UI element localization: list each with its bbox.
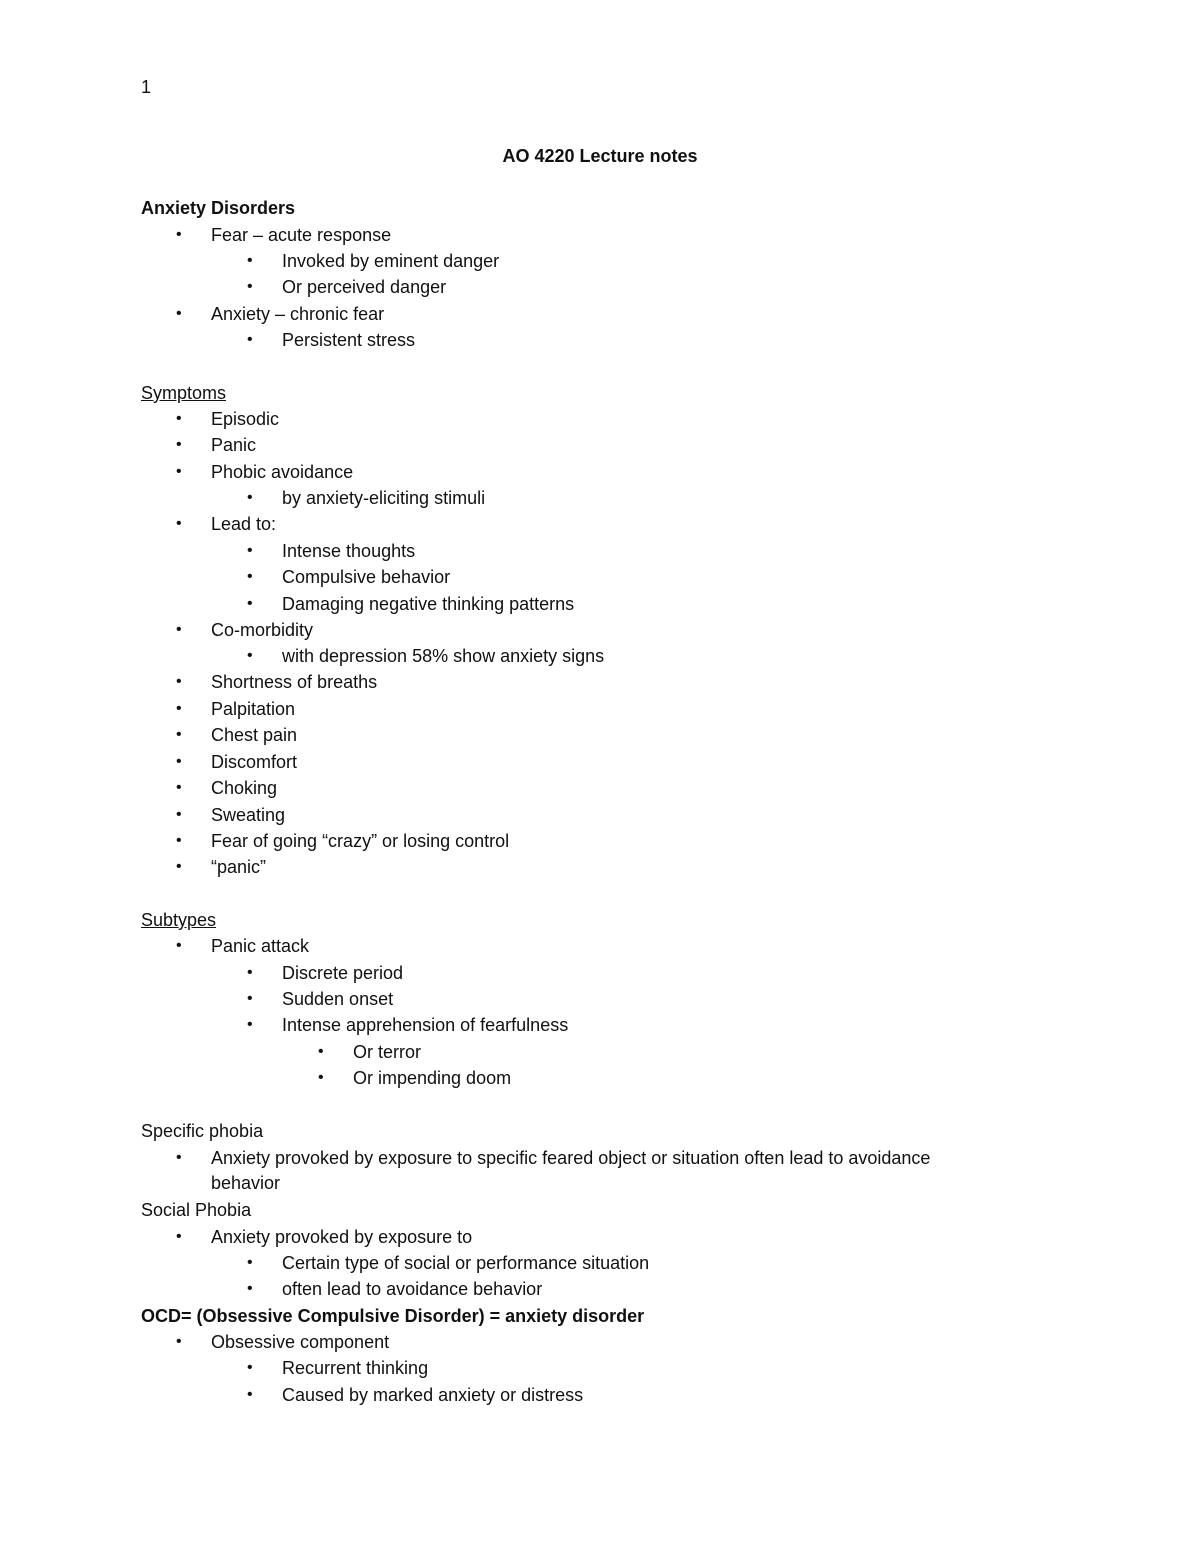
section-heading-symptoms: Symptoms	[141, 383, 227, 403]
section-heading-ocd: OCD= (Obsessive Compulsive Disorder) = anxiety disorder	[141, 1306, 645, 1326]
bullet: •	[247, 252, 253, 269]
bullet: •	[176, 937, 182, 954]
bullet: •	[247, 647, 253, 664]
bullet: •	[247, 1359, 253, 1376]
list-item: Fear – acute response	[211, 225, 392, 245]
list-item: with depression 58% show anxiety signs	[282, 646, 605, 666]
list-item: Damaging negative thinking patterns	[282, 594, 575, 614]
bullet: •	[247, 1254, 253, 1271]
list-item: Chest pain	[211, 725, 298, 745]
list-item: by anxiety-eliciting stimuli	[282, 488, 486, 508]
list-item: Phobic avoidance	[211, 462, 354, 482]
bullet: •	[247, 568, 253, 585]
bullet: •	[176, 1333, 182, 1350]
list-item: Compulsive behavior	[282, 567, 451, 587]
bullet: •	[176, 832, 182, 849]
list-item: Anxiety – chronic fear	[211, 304, 385, 324]
bullet: •	[176, 753, 182, 770]
list-item: Panic attack	[211, 936, 310, 956]
bullet: •	[176, 515, 182, 532]
bullet: •	[176, 621, 182, 638]
list-item: Lead to:	[211, 514, 277, 534]
bullet: •	[247, 990, 253, 1007]
list-item: Anxiety provoked by exposure to	[211, 1227, 473, 1247]
bullet: •	[247, 1016, 253, 1033]
bullet: •	[176, 726, 182, 743]
bullet: •	[247, 489, 253, 506]
list-item: Shortness of breaths	[211, 672, 378, 692]
bullet: •	[247, 964, 253, 981]
list-item: Fear of going “crazy” or losing control	[211, 831, 510, 851]
list-item: Sudden onset	[282, 989, 394, 1009]
list-item: Invoked by eminent danger	[282, 251, 500, 271]
list-item: Discrete period	[282, 963, 404, 983]
list-item: Or perceived danger	[282, 277, 447, 297]
section-heading-subtypes: Subtypes	[141, 910, 217, 930]
bullet: •	[247, 542, 253, 559]
list-item: Caused by marked anxiety or distress	[282, 1385, 584, 1405]
bullet: •	[247, 331, 253, 348]
bullet: •	[247, 278, 253, 295]
list-item: Discomfort	[211, 752, 298, 772]
list-item: Or impending doom	[353, 1068, 512, 1088]
bullet: •	[247, 1386, 253, 1403]
bullet: •	[247, 1280, 253, 1297]
list-item: Certain type of social or performance situation	[282, 1253, 650, 1273]
section-heading-social-phobia: Social Phobia	[141, 1200, 252, 1220]
list-item: Choking	[211, 778, 278, 798]
bullet: •	[318, 1069, 324, 1086]
list-item: Sweating	[211, 805, 286, 825]
bullet: •	[176, 436, 182, 453]
bullet: •	[176, 806, 182, 823]
bullet: •	[176, 463, 182, 480]
list-item: Intense thoughts	[282, 541, 416, 561]
list-item: Palpitation	[211, 699, 296, 719]
bullet: •	[176, 700, 182, 717]
document-title: AO 4220 Lecture notes	[502, 146, 698, 166]
bullet: •	[176, 226, 182, 243]
bullet: •	[247, 595, 253, 612]
page-number: 1	[141, 77, 152, 97]
list-item-continuation: behavior	[211, 1173, 281, 1193]
list-item: Intense apprehension of fearfulness	[282, 1015, 569, 1035]
bullet: •	[176, 858, 182, 875]
list-item: often lead to avoidance behavior	[282, 1279, 543, 1299]
list-item: Panic	[211, 435, 257, 455]
list-item: Co-morbidity	[211, 620, 314, 640]
list-item: Or terror	[353, 1042, 422, 1062]
list-item: Recurrent thinking	[282, 1358, 429, 1378]
list-item: Persistent stress	[282, 330, 416, 350]
section-heading-specific-phobia: Specific phobia	[141, 1121, 264, 1141]
bullet: •	[176, 1149, 182, 1166]
list-item: Episodic	[211, 409, 280, 429]
list-item: “panic”	[211, 857, 267, 877]
bullet: •	[176, 673, 182, 690]
bullet: •	[176, 305, 182, 322]
section-heading-anxiety-disorders: Anxiety Disorders	[141, 198, 296, 218]
bullet: •	[176, 779, 182, 796]
bullet: •	[318, 1043, 324, 1060]
list-item: Obsessive component	[211, 1332, 390, 1352]
bullet: •	[176, 410, 182, 427]
list-item: Anxiety provoked by exposure to specific feared object or situation often lead to avoidance	[211, 1148, 931, 1168]
bullet: •	[176, 1228, 182, 1245]
